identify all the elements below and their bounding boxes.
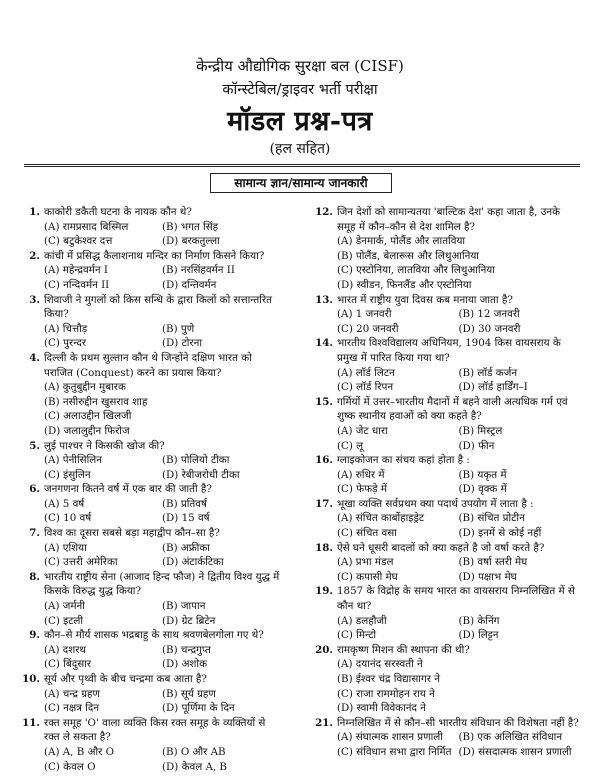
question-text: रक्त समूह 'O' वाला व्यक्ति किस रक्त समूह के व्यक्तियों से रक्त ले सकता है? (44, 716, 266, 744)
answer-option: (B) नसीरुद्दीन खुसराव शाह (44, 395, 148, 408)
answer-option: (B) पोलैंड, बेलारूस और लिथुआनिया (337, 249, 479, 262)
answer-option: (A) डलहौजी (337, 614, 387, 627)
right-column (315, 205, 580, 760)
answer-option: (B) मिस्ट्रल (458, 424, 503, 437)
question-text: गर्मियों में उत्तर–भारतीय मैदानों में बहने वाली अत्यधिक गर्म एवं शुष्क स्थानीय हवाओं को क्या कहते है? (337, 395, 568, 423)
question-text: भूखा व्यक्ति सर्वप्रथम क्या पदार्थ उपयोग में लाता है : (337, 497, 534, 510)
divider (24, 164, 580, 165)
question-item (22, 293, 280, 351)
question-item (22, 249, 280, 293)
page-title: मॉडल प्रश्न-पत्र (227, 106, 373, 137)
left-column (22, 205, 280, 774)
answer-option: (A) कुतुबुद्दीन मुबारक (44, 381, 126, 394)
question-text: भारतीय विश्वविद्यालय अधिनियम, 1904 किस वायसराय के प्रमुख में पारित किया गया था? (337, 337, 561, 364)
answer-option: (B) सूर्य ग्रहण (162, 687, 216, 700)
answer-option: (A) रामप्रसाद बिस्मिल (44, 220, 129, 233)
question-item (22, 439, 280, 483)
question-number: 2. (29, 249, 40, 262)
question-item (22, 351, 280, 439)
answer-option: (D) स्वामी विवेकानंद ने (337, 702, 426, 715)
question-number: 4. (29, 351, 40, 364)
answer-option: (B) एक अलिखित संविधान (458, 731, 563, 744)
question-item (22, 205, 280, 249)
question-number: 13. (315, 293, 333, 306)
answer-option: (A) संचित कार्बोहाइड्रेट (337, 512, 425, 525)
answer-option: (D) लॉर्ड हार्डिंग–I (458, 381, 528, 394)
answer-option: (D) दन्तिवर्मन (162, 278, 217, 291)
answer-option: (B) भगत सिंह (162, 220, 219, 233)
answer-option: (D) बरकतुल्ला (162, 235, 220, 248)
answer-option: (D) वृक्क में (458, 483, 507, 496)
question-text: ग्लाइकोजन का संचय कहां होता है : (337, 454, 470, 467)
answer-option: (C) उत्तरी अमेरिका (44, 556, 118, 569)
question-number: 14. (315, 337, 333, 350)
question-item (315, 716, 580, 760)
answer-option: (D) जलालुद्दीन फिरोज (44, 424, 130, 437)
question-text: जनगणना कितने वर्ष में एक बार की जाती है? (44, 483, 212, 496)
question-text: निम्नलिखित में से कौन–सी भारतीय संविधान की विशेषता नहीं है? (337, 716, 579, 729)
header-line-2: कॉन्स्टेबिल/ड्राइवर भर्ती परीक्षा (222, 82, 378, 98)
answer-option: (C) नन्दिवर्मन II (44, 278, 110, 291)
answer-option: (D) 30 जनवरी (458, 322, 521, 335)
question-item (22, 526, 280, 570)
question-number: 11. (22, 716, 40, 729)
question-number: 12. (315, 206, 333, 218)
answer-option: (D) लिट्टन (458, 629, 499, 642)
question-number: 16. (315, 454, 333, 467)
answer-option: (B) वर्षा स्तरी मेघ (458, 556, 528, 569)
section-heading: सामान्य ज्ञान/सामान्य जानकारी (210, 173, 392, 193)
answer-option: (B) अफ्रीका (162, 541, 210, 554)
question-number: 18. (315, 541, 333, 554)
question-text: रामकृष्ण मिशन की स्थापना की थी? (337, 643, 470, 656)
answer-option: (B) जापान (162, 600, 206, 613)
question-number: 5. (29, 439, 40, 452)
question-item (315, 293, 580, 337)
answer-option: (C) कपासी मेघ (337, 570, 398, 583)
question-number: 1. (29, 206, 40, 218)
question-text: कांची में प्रसिद्ध कैलाशनाथ मन्दिर का निर्माण किसने किया? (44, 249, 265, 262)
question-item (22, 672, 280, 716)
answer-option: (C) संचित वसा (337, 527, 397, 540)
answer-option: (C) इंसुलिन (44, 468, 91, 481)
answer-option: (A) 5 वर्ष (44, 497, 85, 510)
page-subtitle: (हल सहित) (269, 141, 331, 157)
answer-option: (C) बिंदुसार (44, 658, 92, 671)
answer-option: (C) एस्टोनिया, लातविया और लिथुआनिया (337, 264, 495, 277)
question-text: भारतीय राष्ट्रीय सेना (आजाद हिन्द फौज) ने द्वितीय विश्व युद्ध में किसके विरुद्ध युद्ध किया? (44, 570, 280, 598)
answer-option: (A) जर्मनी (44, 600, 85, 613)
answer-option: (A) महेन्द्रवर्मन I (44, 264, 108, 277)
answer-option: (A) 1 जनवरी (337, 308, 392, 321)
answer-option: (C) अलाउद्दीन खिलजी (44, 410, 132, 423)
question-text: जिन देशों को सामान्यतया 'बाल्टिक देश' कहा जाता है, उनके समूह में कौन–कौन से देश शामिल है? (337, 206, 560, 233)
answer-option: (A) संघात्मक शासन प्रणाली (337, 731, 443, 744)
question-text: विश्व का दूसरा सबसे बड़ा महाद्वीप कौन–सा है? (44, 527, 220, 540)
answer-option: (C) बटुकेश्वर दत्त (44, 235, 113, 248)
answer-option: (A) प्रभा मंडल (337, 556, 394, 569)
answer-option: (B) 12 जनवरी (458, 308, 520, 321)
answer-option: (B) O और AB (162, 745, 226, 758)
answer-option: (C) संविधान सभा द्वारा निर्मित (337, 745, 452, 758)
question-number: 20. (315, 643, 333, 656)
answer-option: (D) इनमें से कोई नहीं (458, 527, 542, 540)
question-text: सूर्य और पृथ्वी के बीच चन्द्रमा कब आता है? (44, 673, 207, 685)
question-text: काकोरी डकैती घटना के नायक कौन थे? (44, 206, 192, 218)
answer-option: (A) जेट धारा (337, 424, 388, 437)
question-item (315, 497, 580, 541)
answer-option: (C) केवल O (44, 760, 96, 773)
answer-option: (D) 15 वर्ष (162, 512, 210, 525)
question-text: भारत में राष्ट्रीय युवा दिवस कब मनाया जाता है? (337, 293, 513, 306)
answer-option: (C) पुरन्दर (44, 337, 87, 350)
question-number: 17. (315, 497, 333, 510)
answer-option: (A) एशिया (44, 541, 87, 554)
question-item (315, 541, 580, 585)
answer-option: (C) फेफड़े में (337, 483, 388, 496)
question-text: ऐसे घने धूसरी बादलों को क्या कहते है जो वर्षा करते है? (337, 541, 545, 554)
answer-option: (C) राजा राममोहन राय ने (337, 687, 435, 700)
question-item (315, 205, 580, 293)
question-number: 21. (315, 716, 333, 729)
answer-option: (B) यकृत में (458, 468, 507, 481)
answer-option: (B) पुणे (162, 322, 195, 335)
answer-option: (D) टोरना (162, 337, 203, 350)
answer-option: (B) संचित प्रोटीन (458, 512, 525, 525)
answer-option: (B) नरसिंहवर्मन II (162, 264, 235, 277)
divider (24, 166, 580, 167)
answer-option: (A) दयानंद सरस्वती ने (337, 658, 423, 671)
answer-option: (D) संसदात्मक शासन प्रणाली (458, 745, 572, 758)
question-number: 10. (22, 673, 40, 685)
answer-option: (B) प्रतिवर्ष (162, 497, 207, 510)
question-item (315, 453, 580, 497)
answer-option: (A) पेनीसिलिन (44, 454, 102, 467)
question-item (315, 584, 580, 642)
question-text: शिवाजी ने मुगलों को किस सन्धि के द्वारा किलों को सत्तान्तरित किया? (44, 293, 273, 321)
answer-option: (C) लू (337, 439, 364, 452)
answer-option: (D) रेबीजरोधी टीका (162, 468, 240, 481)
answer-option: (D) अशोक (162, 658, 208, 671)
question-number: 6. (29, 483, 40, 496)
question-number: 15. (315, 395, 333, 408)
answer-option: (A) A, B और O (44, 745, 115, 758)
answer-option: (D) केवल A, B (162, 760, 227, 773)
question-number: 9. (29, 629, 40, 642)
answer-option: (C) 10 वर्ष (44, 512, 92, 525)
question-number: 19. (315, 585, 333, 598)
answer-option: (B) ईश्वर चंद्र विद्यासागर ने (337, 673, 440, 685)
answer-option: (A) लॉर्ड लिटन (337, 366, 395, 379)
answer-option: (C) लॉर्ड रिपन (337, 381, 394, 394)
answer-option: (C) इटली (44, 614, 84, 627)
answer-option: (D) ग्रेट ब्रिटेन (162, 614, 216, 627)
answer-option: (D) स्वीडन, फिनलैंड और एस्टोनिया (337, 278, 472, 291)
answer-option: (D) पक्षाभ मेघ (458, 570, 517, 583)
question-item (22, 570, 280, 628)
answer-option: (A) चन्द्र ग्रहण (44, 687, 100, 700)
answer-option: (D) पूर्णिमा के दिन (162, 702, 235, 715)
question-number: 8. (29, 570, 40, 583)
answer-option: (B) चन्द्रगुप्त (162, 643, 211, 656)
question-item (315, 643, 580, 716)
answer-option: (D) अंटार्कटिका (162, 556, 224, 569)
question-text: कौन–से मौर्य शासक भद्रबाहु के साथ श्रवणबेलगोला गए थे? (44, 629, 264, 642)
question-number: 7. (29, 527, 40, 540)
answer-option: (C) मिन्टो (337, 629, 377, 642)
question-text: लुई पाश्चर ने किसकी खोज की? (44, 439, 165, 452)
question-text: दिल्ली के प्रथम सुल्तान कौन थे जिन्होंने दक्षिण भारत को पराजित (Conquest) करने का प्रयास किया? (44, 351, 252, 379)
header-line-1: केन्द्रीय औद्योगिक सुरक्षा बल (CISF) (196, 57, 404, 75)
answer-option: (A) डेनमार्क, पोलैंड और लातविया (337, 235, 466, 248)
answer-option: (C) 20 जनवरी (337, 322, 399, 335)
answer-option: (B) केनिंग (458, 614, 500, 627)
answer-option: (A) चित्तौड़ (44, 322, 88, 335)
answer-option: (D) फीन (458, 439, 495, 452)
question-item (22, 482, 280, 526)
question-number: 3. (29, 293, 40, 306)
question-item (315, 395, 580, 453)
answer-option: (A) दशरथ (44, 643, 87, 656)
answer-option: (B) पोलियो टीका (162, 454, 230, 467)
answer-option: (C) नक्षत्र दिन (44, 702, 100, 715)
question-text: 1857 के विद्रोह के समय भारत का वायसराय निम्नलिखित में से कौन था? (337, 585, 575, 613)
answer-option: (A) रुधिर में (337, 468, 385, 481)
question-item (315, 336, 580, 394)
question-item (22, 628, 280, 672)
answer-option: (B) लॉर्ड कर्जन (458, 366, 518, 379)
question-item (22, 716, 280, 774)
